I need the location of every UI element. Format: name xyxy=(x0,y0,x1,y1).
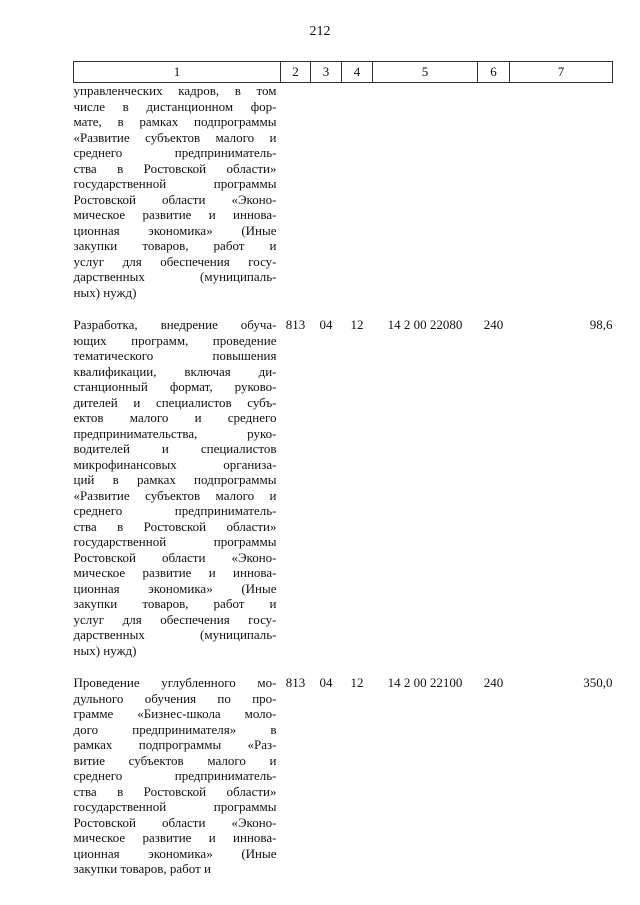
description-line: дарственных (муниципаль- xyxy=(73,627,277,642)
description-line: станционный формат, руково- xyxy=(73,379,277,394)
row-subsection xyxy=(342,83,373,318)
description-line: Ростовской области «Эконо- xyxy=(73,549,277,565)
description-line: ных) нужд) xyxy=(73,642,137,658)
row-expense-type xyxy=(478,83,510,318)
table-body xyxy=(74,83,613,894)
description-line: государственной программы xyxy=(73,176,277,191)
row-expense-type: 240 xyxy=(483,317,504,332)
description-line: Ростовской области «Эконо- xyxy=(73,814,277,830)
description-line: ционная экономика» (Иные xyxy=(73,845,277,861)
description-line: закупки товаров, работ и xyxy=(73,596,277,611)
column-header-3: 3 xyxy=(311,62,342,83)
column-header-2: 2 xyxy=(281,62,311,83)
description-line: витие субъектов малого и xyxy=(73,752,277,768)
row-section: 04 xyxy=(319,675,333,690)
page-number: 212 xyxy=(309,24,331,39)
description-line: дого предпринимателя» в xyxy=(73,721,277,737)
description-line: ционная экономика» (Иные xyxy=(73,222,277,238)
description-line: водителей и специалистов xyxy=(73,441,277,456)
row-target-article xyxy=(373,83,478,318)
description-line: среднего предприниматель- xyxy=(73,145,277,160)
description-line: государственной программы xyxy=(73,534,277,549)
row-subsection: 12 xyxy=(350,317,364,332)
header-row xyxy=(74,62,613,83)
row-budget-code: 813 xyxy=(285,675,306,690)
description-line: среднего предприниматель- xyxy=(73,768,277,783)
description-line: закупки товаров, работ и xyxy=(73,238,277,253)
column-header-6: 6 xyxy=(478,62,510,83)
row-budget-code xyxy=(281,83,311,318)
row-description xyxy=(74,83,281,318)
description-line: среднего предприниматель- xyxy=(73,503,277,518)
description-line: ций в рамках подпрограммы xyxy=(73,472,277,487)
description-line: грамме «Бизнес-школа моло- xyxy=(73,706,277,721)
table-row xyxy=(74,83,613,318)
description-line: ных) нужд) xyxy=(73,284,137,300)
description-line: ектов малого и среднего xyxy=(73,410,277,425)
row-subsection: 12 xyxy=(350,675,364,690)
table-row xyxy=(74,317,613,675)
description-line: тематического повышения xyxy=(73,348,277,363)
description-line: дульного обучения по про- xyxy=(73,690,277,706)
description-line: услуг для обеспечения госу- xyxy=(73,253,277,269)
column-header-1: 1 xyxy=(74,62,281,83)
row-section xyxy=(311,83,342,318)
row-description xyxy=(74,675,281,894)
description-line: мическое развитие и иннова- xyxy=(73,565,277,580)
description-line: ционная экономика» (Иные xyxy=(73,580,277,596)
description-line: микрофинансовых организа- xyxy=(73,456,277,472)
description-line: дарственных (муниципаль- xyxy=(73,269,277,284)
description-line: закупки товаров, работ и xyxy=(73,861,212,876)
description-line: квалификации, включая ди- xyxy=(73,363,277,379)
description-line: ства в Ростовской области» xyxy=(73,160,277,176)
description-line: мическое развитие и иннова- xyxy=(73,207,277,222)
description-line: ства в Ростовской области» xyxy=(73,518,277,534)
description-line: числе в дистанционном фор- xyxy=(73,98,277,114)
column-header-4: 4 xyxy=(342,62,373,83)
row-section: 04 xyxy=(319,317,333,332)
row-expense-type: 240 xyxy=(483,675,504,690)
description-line: Проведение углубленного мо- xyxy=(73,675,277,690)
description-line: ства в Ростовской области» xyxy=(73,783,277,799)
column-header-5: 5 xyxy=(373,62,478,83)
description-line: Разработка, внедрение обуча- xyxy=(73,317,277,332)
row-amount xyxy=(510,83,613,318)
description-line: государственной программы xyxy=(73,799,277,814)
description-line: дителей и специалистов субъ- xyxy=(73,394,277,410)
row-amount: 350,0 xyxy=(583,675,613,690)
budget-table xyxy=(73,61,613,894)
column-header-7: 7 xyxy=(510,62,613,83)
description-line: предпринимательства, руко- xyxy=(73,425,277,441)
row-budget-code: 813 xyxy=(285,317,306,332)
description-line: рамках подпрограммы «Раз- xyxy=(73,737,277,752)
description-line: ющих программ, проведение xyxy=(73,332,277,348)
description-line: управленческих кадров, в том xyxy=(73,83,277,98)
description-line: «Развитие субъектов малого и xyxy=(73,487,277,503)
description-line: мическое развитие и иннова- xyxy=(73,830,277,845)
row-target-article: 14 2 00 22080 xyxy=(387,317,463,332)
description-line: мате, в рамках подпрограммы xyxy=(73,114,277,129)
description-line: услуг для обеспечения госу- xyxy=(73,611,277,627)
row-amount: 98,6 xyxy=(589,317,613,332)
row-description xyxy=(74,317,281,675)
row-target-article: 14 2 00 22100 xyxy=(387,675,463,690)
description-line: Ростовской области «Эконо- xyxy=(73,191,277,207)
description-line: «Развитие субъектов малого и xyxy=(73,129,277,145)
table-row xyxy=(74,675,613,894)
